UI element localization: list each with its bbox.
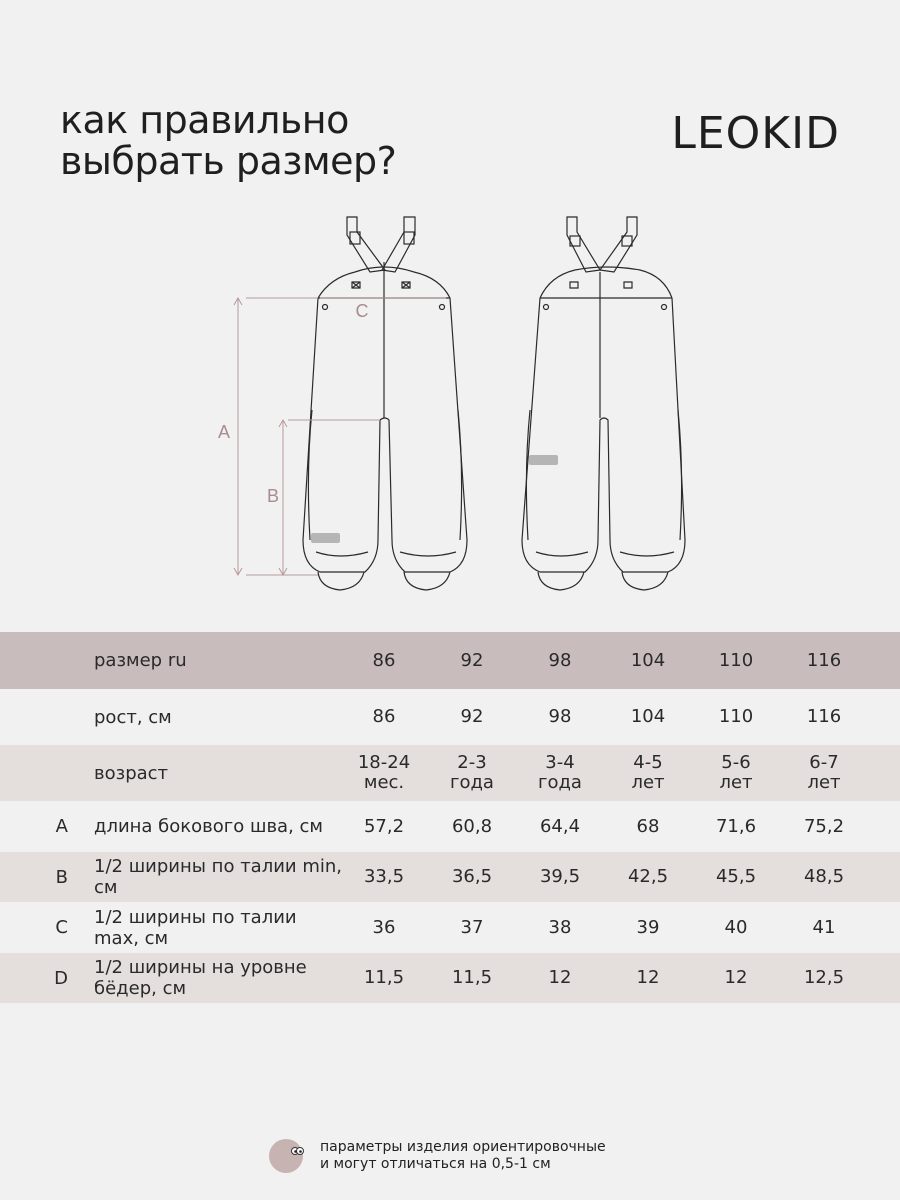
reflective-patch [529,455,558,465]
table-cell: 45,5 [715,866,757,887]
table-cell: 116 [806,649,842,671]
label-c: C [355,301,369,321]
table-cell: 11,5 [363,967,405,988]
row-label: 1/2 ширины на уровне бёдер, см [94,957,307,999]
table-cell: 68 [636,815,660,837]
table-cell: 86 [372,706,396,727]
row-label: возраст [94,762,169,784]
footer-note [268,1138,606,1174]
row-mark: D [54,967,68,989]
table-cell: 40 [724,916,748,938]
table-row [0,801,900,852]
mascot-icon [268,1138,304,1174]
table-cell: 12,5 [803,967,845,988]
row-label: длина бокового шва, см [94,816,324,837]
table-cell: 3-4 года [538,752,582,793]
table-row [0,953,900,1003]
row-mark: A [55,816,68,837]
reflective-patch [311,533,340,543]
row-label: 1/2 ширины по талии max, см [94,906,297,949]
note-line-2: и могут отличаться на 0,5-1 см [320,1156,551,1172]
table-row [0,689,900,745]
table-cell: 98 [548,706,572,727]
title-line-1: как правильно [60,98,349,142]
table-cell: 12 [724,967,748,988]
table-cell: 60,8 [451,815,493,837]
table-cell: 110 [718,706,754,727]
table-row [0,632,900,689]
row-mark: C [55,917,68,938]
table-cell: 38 [548,916,572,938]
measure-lines [234,298,446,575]
table-cell: 12 [548,967,572,988]
table-cell: 92 [460,649,484,671]
table-cell: 71,6 [715,815,757,837]
table-cell: 12 [636,967,660,988]
table-cell: 57,2 [363,815,405,837]
table-cell: 5-6 лет [719,752,753,793]
table-cell: 110 [718,649,754,671]
table-cell: 36 [372,916,396,938]
table-cell: 64,4 [539,815,581,837]
table-cell: 6-7 лет [807,752,841,793]
table-row [0,852,900,902]
table-cell: 104 [630,706,666,727]
table-cell: 86 [372,649,396,671]
table-cell: 104 [630,649,666,671]
table-cell: 37 [460,916,484,938]
table-cell: 36,5 [451,866,493,887]
table-cell: 75,2 [803,815,845,837]
table-cell: 98 [548,649,572,671]
table-cell: 4-5 лет [631,752,665,793]
table-row [0,745,900,801]
row-label: 1/2 ширины по талии min, см [94,856,342,898]
title-line-2: выбрать размер? [60,139,397,183]
brand-logo: LEOKID [671,108,840,159]
table-row [0,902,900,953]
note-line-1: параметры изделия ориентировочные [320,1139,606,1155]
table-cell: 39,5 [539,866,581,887]
label-a: A [217,422,231,442]
table-cell: 92 [460,706,484,727]
row-label: рост, см [94,706,172,728]
table-cell: 39 [636,916,660,938]
back-view [522,217,685,590]
table-cell: 11,5 [451,967,493,988]
table-cell: 33,5 [363,866,405,887]
table-cell: 18-24 мес. [357,752,411,793]
row-mark: B [55,866,68,888]
table-cell: 41 [812,916,836,938]
row-label: размер ru [94,650,187,671]
label-b: B [266,486,280,506]
table-cell: 2-3 года [450,752,494,793]
table-cell: 42,5 [627,866,669,887]
table-cell: 48,5 [803,866,845,887]
table-cell: 116 [806,706,842,727]
